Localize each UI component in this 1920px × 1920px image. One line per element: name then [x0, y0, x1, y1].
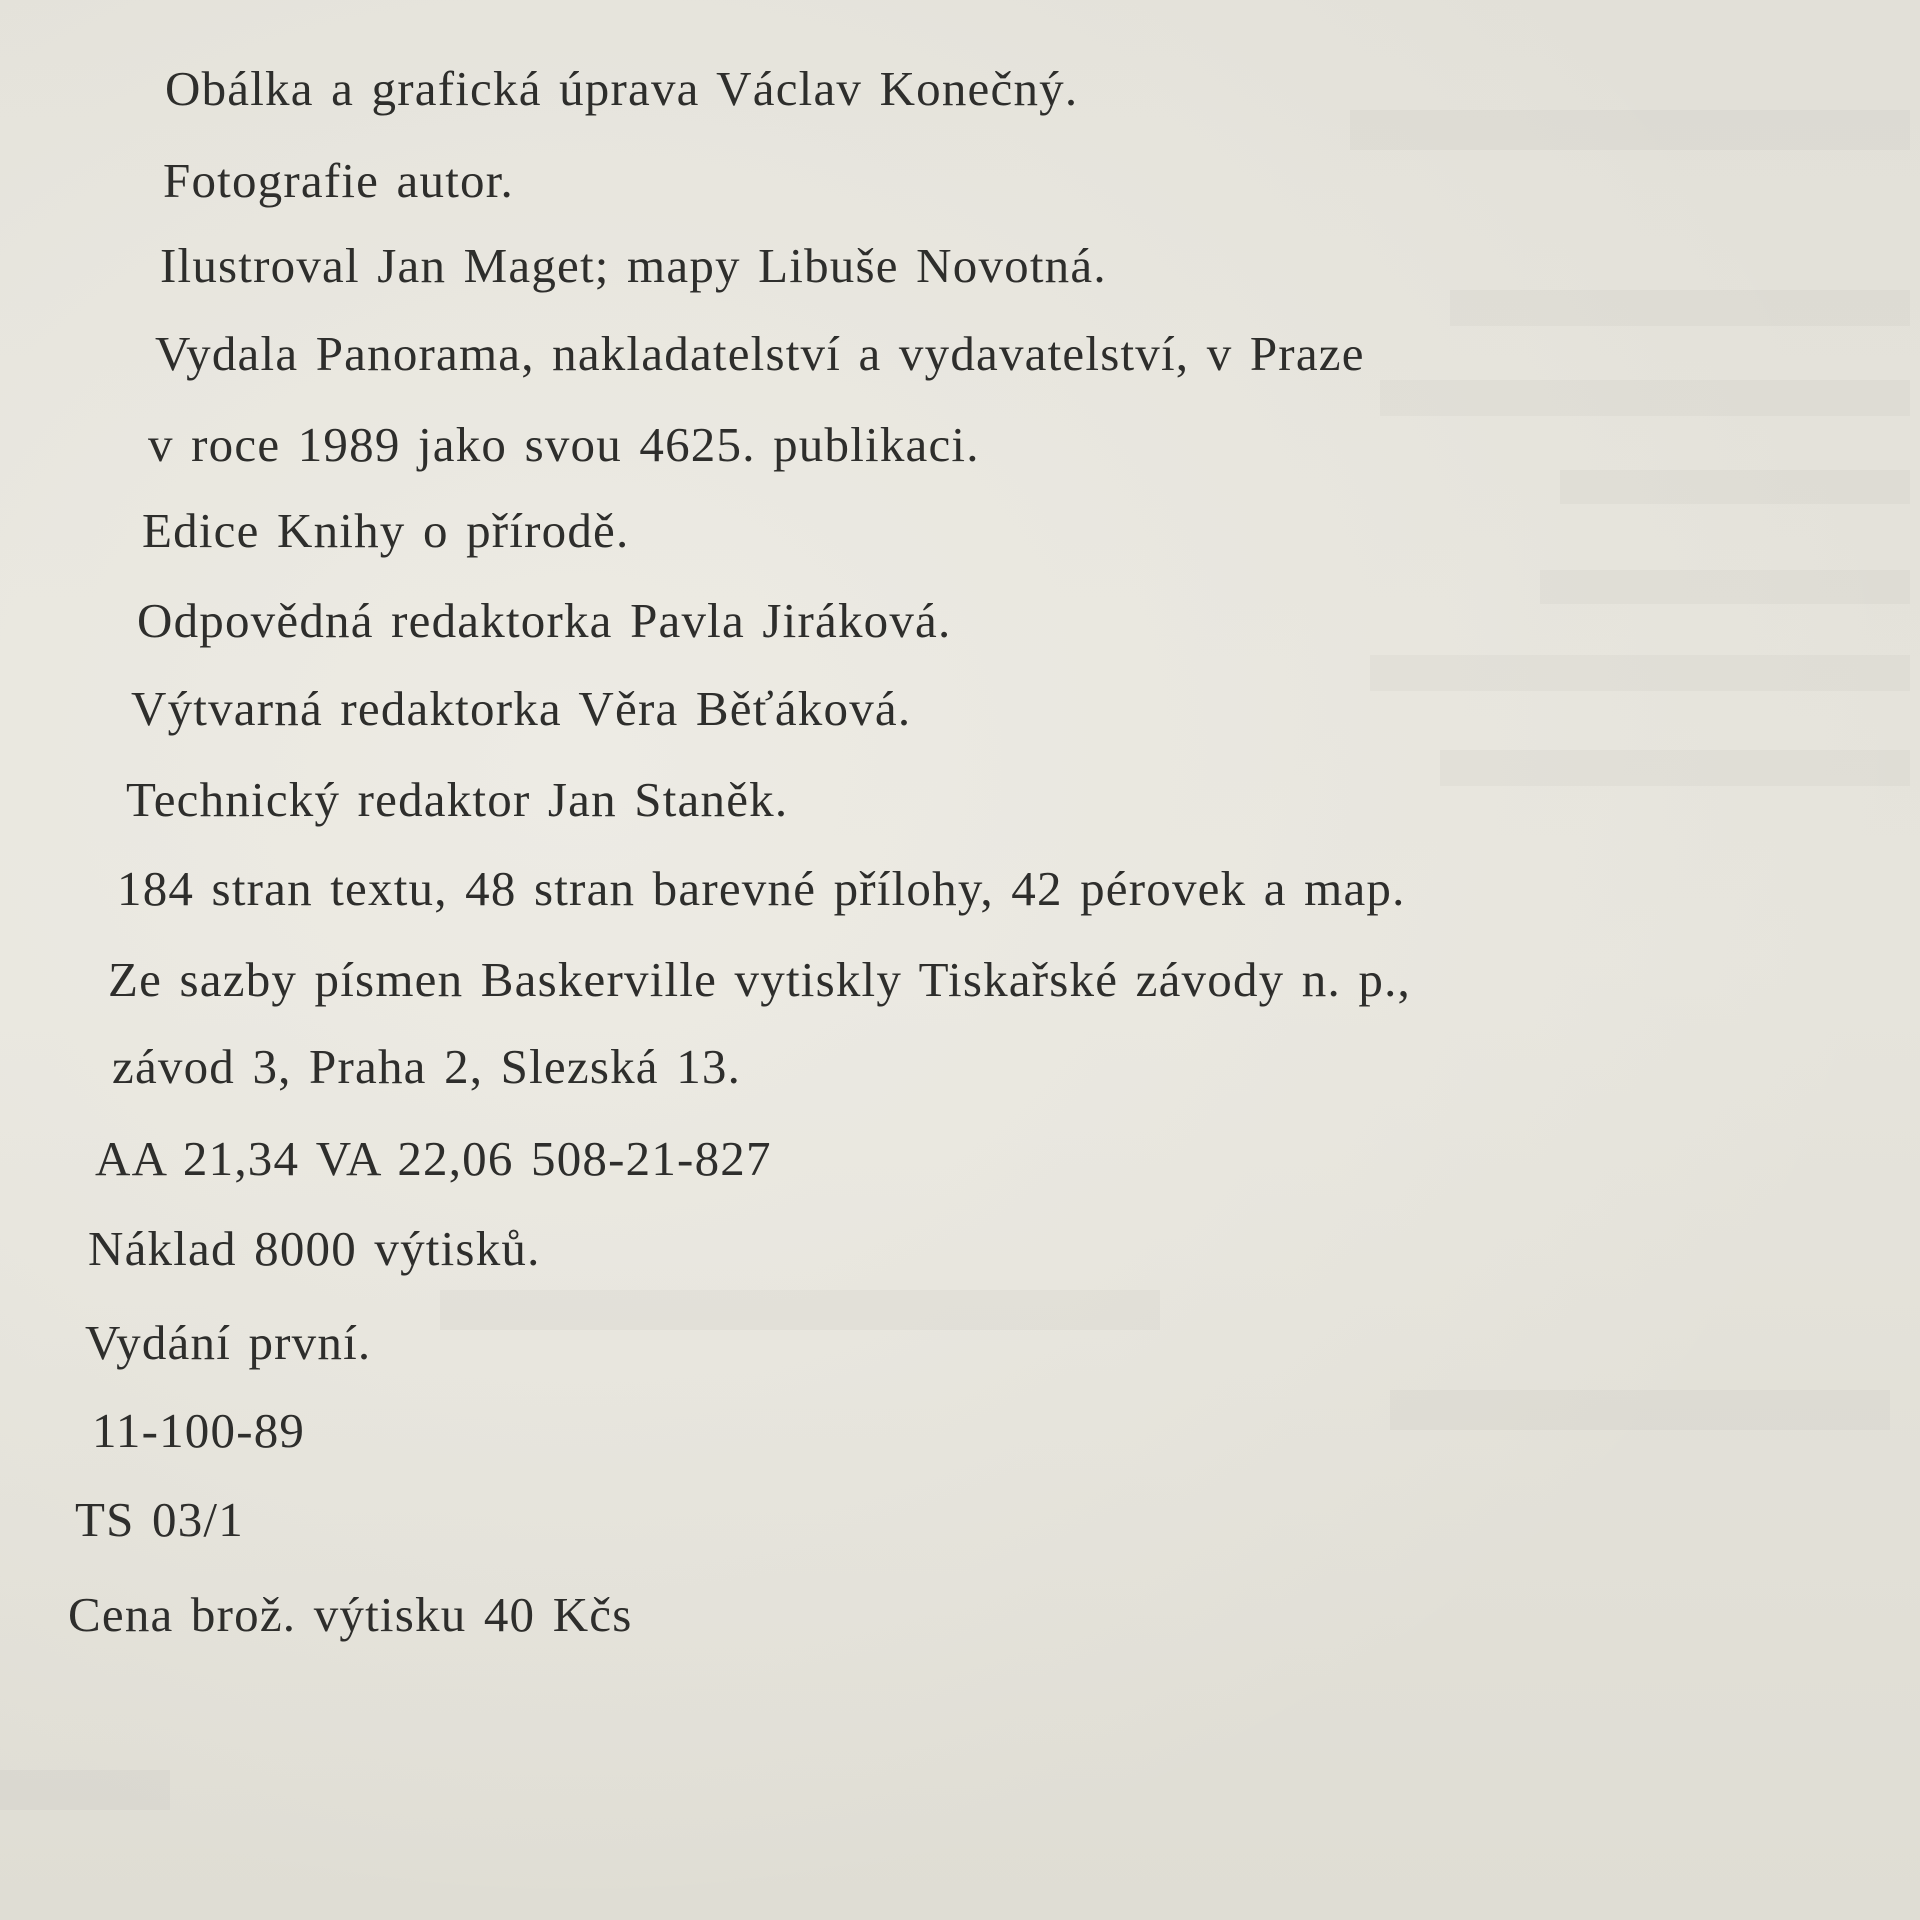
colophon-line: AA 21,34 VA 22,06 508-21-827: [95, 1131, 772, 1186]
colophon-line: Cena brož. výtisku 40 Kčs: [68, 1587, 633, 1642]
colophon-line: v roce 1989 jako svou 4625. publikaci.: [148, 417, 980, 472]
colophon-line: závod 3, Praha 2, Slezská 13.: [112, 1039, 742, 1094]
colophon-line: 11-100-89: [92, 1403, 306, 1458]
colophon-line: Technický redaktor Jan Staněk.: [126, 772, 789, 827]
colophon-line: Obálka a grafická úprava Václav Konečný.: [165, 61, 1079, 116]
colophon-line: Vydání první.: [85, 1315, 372, 1370]
colophon-line: Edice Knihy o přírodě.: [142, 503, 630, 558]
colophon-line: Fotografie autor.: [163, 153, 514, 208]
colophon-line: Výtvarná redaktorka Věra Běťáková.: [131, 681, 912, 736]
colophon-line: TS 03/1: [75, 1492, 244, 1547]
colophon-line: Ze sazby písmen Baskerville vytiskly Tiskařské závody n. p.,: [108, 952, 1411, 1007]
colophon-line: Ilustroval Jan Maget; mapy Libuše Novotná.: [160, 238, 1107, 293]
colophon-line: Náklad 8000 výtisků.: [88, 1221, 541, 1276]
colophon-line: Odpovědná redaktorka Pavla Jiráková.: [137, 593, 952, 648]
colophon-line: Vydala Panorama, nakladatelství a vydavatelství, v Praze: [155, 326, 1365, 381]
colophon-line: 184 stran textu, 48 stran barevné přílohy, 42 pérovek a map.: [117, 861, 1406, 916]
